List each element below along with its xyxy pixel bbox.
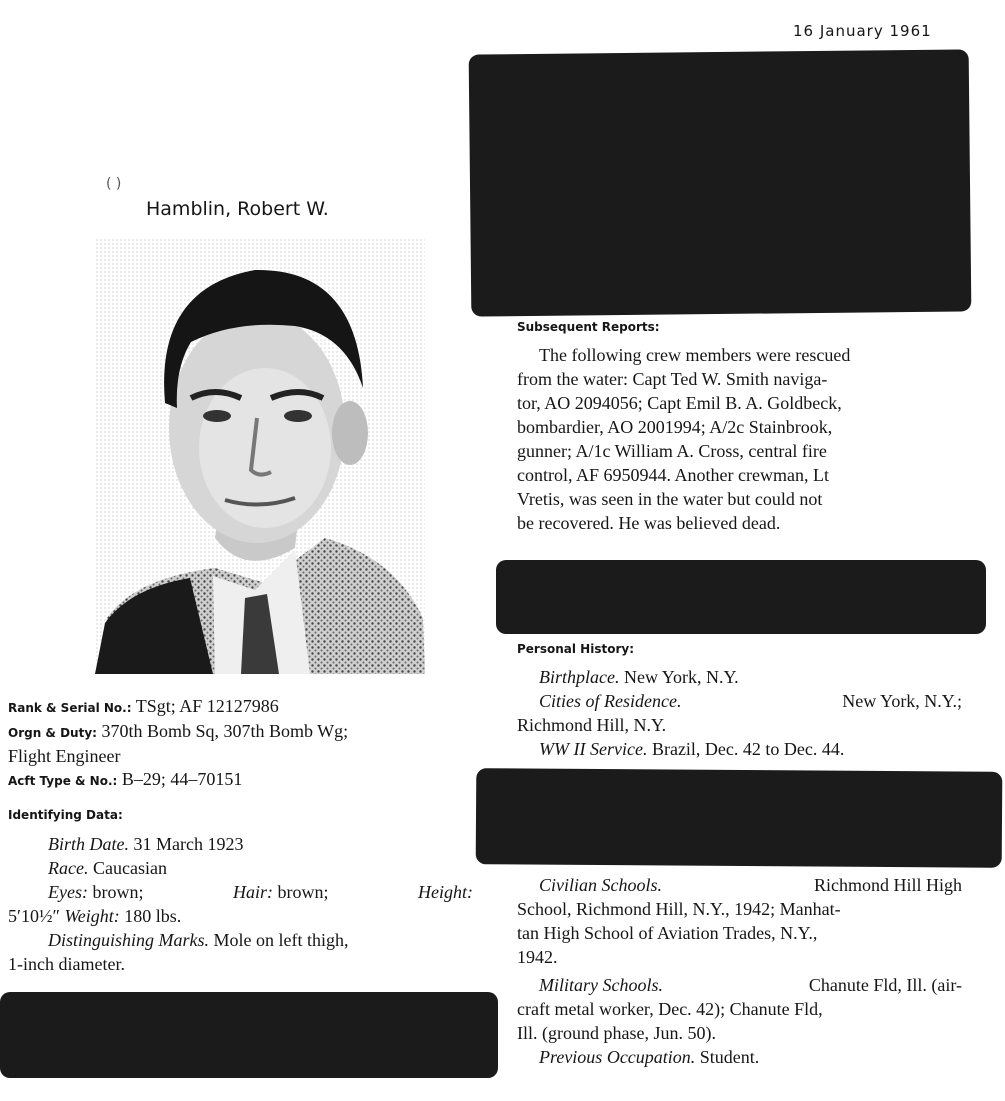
- civilian-line: 1942.: [517, 947, 558, 967]
- cities-label: Cities of Residence.: [539, 691, 682, 711]
- marks-label: Distinguishing Marks.: [48, 930, 210, 950]
- subsequent-body: [517, 343, 962, 535]
- document-date: 16 January 1961: [793, 22, 932, 40]
- hair-value: brown;: [277, 882, 329, 902]
- civilian-line: School, Richmond Hill, N.Y., 1942; Manhat-: [517, 899, 841, 919]
- acft-value: B–29; 44–70151: [121, 769, 243, 789]
- subsequent-line: be recovered. He was believed dead.: [517, 513, 781, 533]
- subsequent-line: Vretis, was seen in the water but could not: [517, 489, 823, 509]
- subsequent-line: gunner; A/1c William A. Cross, central fire: [517, 441, 827, 461]
- acft-label: Acft Type & No.:: [8, 774, 118, 788]
- subsequent-line: from the water: Capt Ted W. Smith naviga-: [517, 369, 828, 389]
- cities-value-cont: Richmond Hill, N.Y.: [517, 715, 667, 735]
- redaction-block-top: [469, 49, 972, 316]
- subsequent-heading: Subsequent Reports:: [517, 320, 660, 334]
- previous-occupation-value: Student.: [699, 1047, 760, 1067]
- birth-value: 31 March 1923: [133, 834, 244, 854]
- military-line: craft metal worker, Dec. 42); Chanute Fld,: [517, 999, 823, 1019]
- birthplace-label: Birthplace.: [539, 667, 620, 687]
- birth-label: Birth Date.: [48, 834, 129, 854]
- subsequent-line: bombardier, AO 2001994; A/2c Stainbrook,: [517, 417, 833, 437]
- redaction-block-middle: [496, 560, 986, 634]
- civilian-line: tan High School of Aviation Trades, N.Y.,: [517, 923, 818, 943]
- margin-mark: ( ): [106, 176, 122, 192]
- race-label: Race.: [48, 858, 89, 878]
- ww2-value: Brazil, Dec. 42 to Dec. 44.: [651, 739, 845, 759]
- personal-heading: Personal History:: [517, 642, 634, 656]
- race-value: Caucasian: [92, 858, 167, 878]
- weight-value: 180 lbs.: [124, 906, 182, 926]
- ww2-label: WW II Service.: [539, 739, 648, 759]
- eyes-value: brown;: [92, 882, 144, 902]
- civilian-label: Civilian Schools.: [539, 875, 662, 895]
- subject-name: Hamblin, Robert W.: [146, 198, 329, 220]
- subject-photo: [95, 238, 425, 674]
- previous-occupation-label: Previous Occupation.: [539, 1047, 696, 1067]
- height-value: 5′10½″: [8, 906, 60, 926]
- hair-label: Hair:: [233, 882, 273, 902]
- military-label: Military Schools.: [539, 975, 663, 995]
- rank-value: TSgt; AF 12127986: [135, 696, 279, 716]
- subsequent-line: control, AF 6950944. Another crewman, Lt: [517, 465, 829, 485]
- civilian-line: Richmond Hill High: [814, 875, 962, 895]
- orgn-duty-value: Flight Engineer: [8, 746, 121, 766]
- marks-value-cont: 1-inch diameter.: [8, 954, 125, 974]
- orgn-label: Orgn & Duty:: [8, 726, 97, 740]
- weight-label: Weight:: [64, 906, 120, 926]
- redaction-block-left: [0, 992, 498, 1078]
- military-line: Ill. (ground phase, Jun. 50).: [517, 1023, 716, 1043]
- rank-label: Rank & Serial No.:: [8, 701, 132, 715]
- identifying-heading: Identifying Data:: [8, 808, 123, 822]
- redaction-block-lower: [476, 768, 1003, 868]
- subsequent-line: The following crew members were rescued: [539, 345, 851, 365]
- subsequent-line: tor, AO 2094056; Capt Emil B. A. Goldbeck,: [517, 393, 842, 413]
- military-line: Chanute Fld, Ill. (air-: [808, 975, 962, 995]
- cities-value: New York, N.Y.;: [842, 691, 962, 711]
- eyes-label: Eyes:: [48, 882, 88, 902]
- height-label: Height:: [418, 882, 473, 902]
- birthplace-value: New York, N.Y.: [623, 667, 739, 687]
- marks-value: Mole on left thigh,: [213, 930, 349, 950]
- orgn-value: 370th Bomb Sq, 307th Bomb Wg;: [101, 721, 349, 741]
